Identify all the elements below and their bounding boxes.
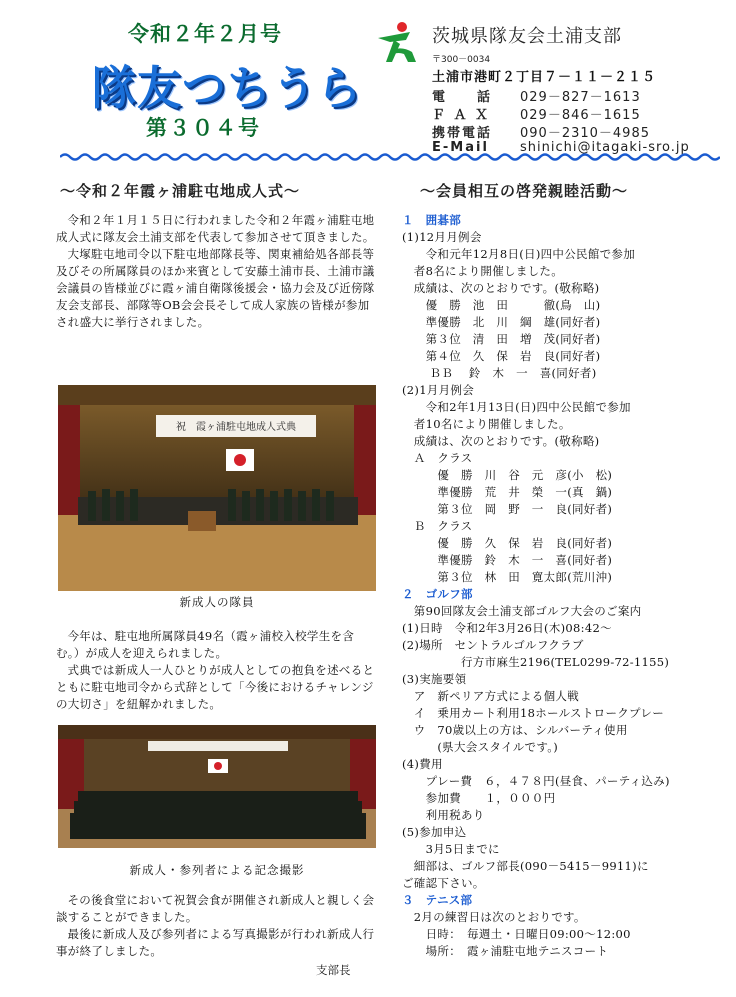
newsletter-title: 隊友つちうら [92,61,362,116]
activity-line: (2)場所 セントラルゴルフクラブ [402,638,584,652]
activity-line: 第３位 清 田 増 茂(同好者) [402,332,601,346]
article-body-part3 [56,892,376,960]
activity-line: (2)1月月例会 [402,383,475,397]
activity-line: プレー費 ６，４７８円(昼食、パーティ込み) [402,774,670,788]
activity-line: 行方市麻生2196(TEL0299-72-1155) [402,655,670,669]
left-article-heading: ～令和２年霞ヶ浦駐屯地成人式～ [60,182,301,200]
association-logo-icon [372,20,422,64]
paragraph: 令和２年１月１５日に行われました令和２年霞ヶ浦駐屯地成人式に隊友会土浦支部を代表して参加させて頂きました。 [56,213,375,244]
paragraph: 最後に新成人及び参列者による写真撮影が行われ新成人行事が終了しました。 [56,927,375,958]
activity-line: (4)費用 [402,757,443,771]
article-body-part2 [56,628,376,713]
section-heading: ２ ゴルフ部 [402,587,473,601]
contact-label: 電 話 [432,90,493,105]
activity-line: ウ 70歳以上の方は、シルバーティ使用 [402,723,628,737]
activity-line: ご確認下さい。 [402,876,485,890]
contact-label: Ｆ Ａ Ｘ [432,108,491,123]
section-heading: ３ テニス部 [402,893,473,907]
activities-list [402,212,720,960]
activity-line: 細部は、ゴルフ部長(090－5415－9911)に [402,859,649,873]
issue-date: 令和２年２月号 [128,22,282,46]
activity-line: 第３位 岡 野 一 良(同好者) [402,502,613,516]
issue-number: 第３０４号 [146,116,261,140]
activity-line: 優 勝 久 保 岩 良(同好者) [402,536,613,550]
contact-value: 029－827－1613 [520,90,641,105]
activity-line: 成績は、次のとおりです。(敬称略) [402,434,600,448]
activity-line: (県大会スタイルです。) [402,740,559,754]
paragraph: その後食堂において祝賀会食が開催され新成人と親しく会談することができました。 [56,893,375,924]
photo-caption: 新成人・参列者による記念撮影 [129,863,305,877]
activity-line: (3)実施要領 [402,672,467,686]
activity-line: 準優勝 北 川 綱 雄(同好者) [402,315,601,329]
activity-line: イ 乗用カート利用18ホールストロークプレー [402,706,664,720]
signature: 支部長 [316,963,351,977]
activity-line: 令和2年1月13日(日)四中公民館で参加 [402,400,631,414]
section-heading: １ 囲碁部 [402,213,461,227]
activity-line: 2月の練習日は次のとおりです。 [402,910,586,924]
wavy-divider [60,150,720,164]
activity-line: 準優勝 荒 井 榮 一(真 鍋) [402,485,613,499]
activity-line: (5)参加申込 [402,825,467,839]
activity-line: 令和元年12月8日(日)四中公民館で参加 [402,247,636,261]
activity-line: (1)日時 令和2年3月26日(木)08:42～ [402,621,612,635]
activity-line: 第90回隊友会土浦支部ゴルフ大会のご案内 [402,604,642,618]
activity-line: Ａ クラス [402,451,473,465]
paragraph: 今年は、駐屯地所属隊員49名（霞ヶ浦校入校学生を含む。）が成人を迎えられました。 [56,629,355,660]
activity-line: 者10名により開催しました。 [402,417,571,431]
activity-line: 者8名により開催しました。 [402,264,564,278]
activity-line: 場所： 霞ヶ浦駐屯地テニスコート [402,944,609,958]
organization-name: 茨城県隊友会土浦支部 [432,26,622,47]
activity-line: 成績は、次のとおりです。(敬称略) [402,281,600,295]
article-body-part1 [56,212,376,331]
contact-phone [432,86,641,105]
postal-code: 〒300－0034 [432,55,491,65]
activity-line: 準優勝 鈴 木 一 喜(同好者) [402,553,613,567]
activity-line: 優 勝 川 谷 元 彦(小 松) [402,468,613,482]
paragraph: 大塚駐屯地司令以下駐屯地部隊長等、関東補給処各部長等及びその所属隊員のほか来賓として安藤土浦市長、土浦市議会議員の皆様並びに霞ヶ浦自衛隊後援会・協力会及び近傍隊友会支部長、部隊等OB会会長そして成人家族の皆様が参加され盛大に挙行されました。 [56,247,375,329]
ceremony-photo [58,385,376,591]
address: 土浦市港町２丁目７－１１－２１５ [432,70,657,85]
activity-line: ア 新ペリア方式による個人戦 [402,689,579,703]
contact-fax [432,104,641,123]
group-photo [58,725,376,848]
activity-line: 参加費 １，０００円 [402,791,556,805]
activity-line: 3月5日までに [402,842,500,856]
activity-line: 第３位 林 田 寛太郎(荒川沖) [402,570,613,584]
activity-line: 優 勝 池 田 徹(鳥 山) [402,298,601,312]
contact-value[interactable]: shinichi@itagaki-sro.jp [520,140,690,155]
contact-label: E-Mail [432,140,489,155]
activity-line: ＢＢ 鈴 木 一 喜(同好者) [402,366,597,380]
right-article-heading: ～会員相互の啓発親睦活動～ [420,182,629,200]
activity-line: (1)12月月例会 [402,230,482,244]
contact-value: 090－2310－4985 [520,126,650,141]
activity-line: 第４位 久 保 岩 良(同好者) [402,349,601,363]
activity-line: 日時： 毎週土・日曜日09:00～12:00 [402,927,631,941]
paragraph: 式典では新成人一人ひとりが成人としての抱負を述べるとともに駐屯地司令から式辞として「今後におけるチャレンジの大切さ」を紐解かれました。 [56,663,375,711]
contact-value: 029－846－1615 [520,108,641,123]
activity-line: 利用税あり [402,808,485,822]
photo-banner-text: 祝 霞ヶ浦駐屯地成人式典 [176,422,296,433]
photo-caption: 新成人の隊員 [179,595,255,609]
contact-label: 携帯電話 [432,126,493,141]
activity-line: Ｂ クラス [402,519,473,533]
contact-mobile [432,122,650,141]
